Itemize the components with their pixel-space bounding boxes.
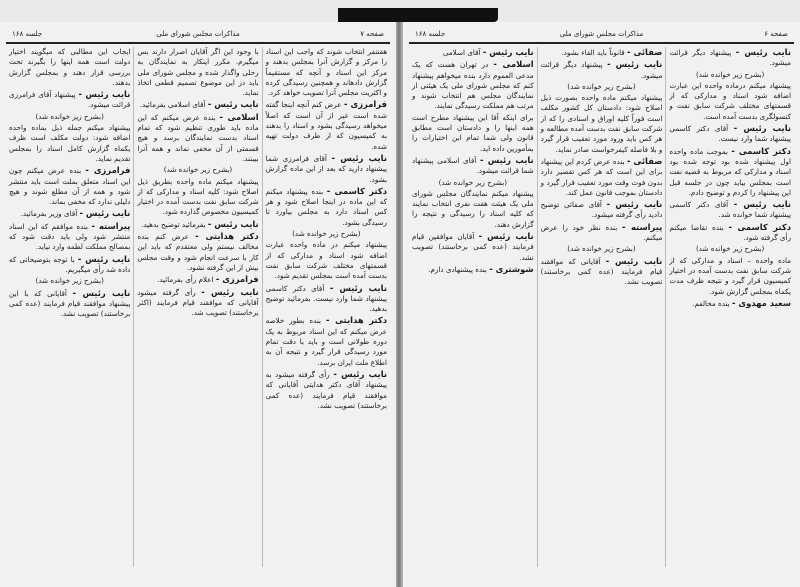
text-column xyxy=(409,47,538,567)
speaker-name: دکتر هدایتی - xyxy=(195,231,259,242)
paragraph xyxy=(669,47,791,69)
speech-text: بنده تقاضا میکنم رأی گرفته شود. xyxy=(669,222,791,243)
paragraph xyxy=(541,93,663,155)
speech-text: پیشنهاد دیگر قرائت میشود. xyxy=(540,60,663,80)
paragraph xyxy=(541,59,663,81)
scan-shadow xyxy=(338,8,498,22)
paragraph xyxy=(412,59,534,111)
speaker-name: نایب رئیس - xyxy=(331,152,387,163)
speech-text: آقای دکتر کاسمی پیشنهاد شما وارد نیست. بفرمائید توضیح بدهید. xyxy=(265,283,387,314)
speech-text: پیشنهاد میکنم ماده واحده بصورت ذیل اصلاح شود: دادستان کل کشور مکلف است فوراً کلیه اوراق و اسنادی را که از شرکت سابق نفت بدست آمده مطالعه و هر کس باید ورود مورد تعقیب قرار گیرد و بلا فاصله کیفرخواست صادر نماید. xyxy=(540,93,663,154)
speech-text: بنده مخالفم. xyxy=(692,298,730,308)
speaker-name: فرامرزی - xyxy=(85,165,131,176)
page-number: صفحه ۷ xyxy=(360,30,384,38)
session-number: جلسه ۱۶۸ xyxy=(415,30,446,38)
speech-text: آقای دکتر کاسمی پیشنهاد شما وارد نیست. xyxy=(669,124,791,144)
speaker-name: صفائی - xyxy=(626,155,663,166)
text-column xyxy=(263,47,390,567)
paragraph xyxy=(266,369,387,411)
speech-text: آقای اسلامی پیشنهاد شما قرائت میشود. xyxy=(411,155,534,176)
running-title: مذاکرات مجلس شورای ملی xyxy=(156,30,240,38)
session-number: جلسه ۱۶۸ xyxy=(12,30,43,38)
speaker-name: اسلامی - xyxy=(493,59,534,70)
speaker-name: نایب رئیس - xyxy=(735,47,791,57)
paragraph xyxy=(669,256,791,297)
speech-text: پیشنهاد میکنم نمایندگان مجلس شورای ملی یک هیئت هفت نفری انتخاب نمایند که کلیه اسناد را رسیدگی و نتیجه را گزارش دهند. xyxy=(411,188,534,229)
paragraph xyxy=(412,231,534,263)
speech-text: رأی گرفته میشود به پیشنهاد آقای دکتر هدایتی آقایانی که موافقند قیام فرمایند (عده کمی برخاستند) تصویب نشد. xyxy=(265,369,387,410)
paragraph xyxy=(137,47,258,98)
speech-text: بنده عرض میکنم چون این اسناد متعلق بملت است باید منتشر شود و همه از آن مطلع شوند و هیچ دلیلی ندارد که مخفی بماند. xyxy=(9,166,131,207)
speech-text: آقای دکتر کاسمی پیشنهاد شما خوانده شد. xyxy=(669,200,791,220)
paragraph xyxy=(669,146,791,198)
speaker-name: دکتر هدایتی - xyxy=(326,315,388,326)
paragraph xyxy=(541,199,663,221)
speech-text: آقای اسلامی بفرمائید. xyxy=(139,100,206,110)
speaker-name: نایب رئیس - xyxy=(207,99,259,110)
right-page xyxy=(403,22,800,587)
page-header xyxy=(411,28,792,42)
speech-text: آقایانی که با این پیشنهاد موافقند قیام فرمایند (عده کمی برخاستند) تصویب نشد. xyxy=(9,288,131,319)
paragraph xyxy=(137,231,258,273)
speaker-name: صفائی - xyxy=(627,47,663,57)
speaker-name: پیراسته - xyxy=(91,220,131,231)
paragraph xyxy=(137,219,258,230)
speech-text: برای اینکه آقا این پیشنهاد مطرح است همه اینها را و دادستان است مطابق قانون ولی شما تمام این اختیارات را بمأمورین داده اید. xyxy=(411,112,534,153)
speaker-name: نایب رئیس - xyxy=(207,218,259,229)
speaker-name: نایب رئیس - xyxy=(733,123,791,134)
speech-text: آقایانی که موافقند قیام فرمایند (عده کمی برخاستند) تصویب نشد. xyxy=(540,256,663,287)
speech-text: ایجاب این مطالبی که میگویند اختیار دولت است همه اینها را بگیرند تحت بررسی قرار دهند و بمجلس گزارش بدهند. xyxy=(9,47,131,87)
stage-direction: (بشرح زیر خوانده شد) xyxy=(567,244,636,254)
speaker-name: نایب رئیس - xyxy=(78,89,131,100)
paragraph xyxy=(9,165,130,207)
paragraph xyxy=(669,81,791,122)
paragraph xyxy=(541,47,663,58)
paragraph xyxy=(412,155,534,177)
paragraph xyxy=(137,99,258,110)
paragraph xyxy=(266,47,387,98)
page-header xyxy=(8,28,388,42)
speech-text: با وجود این اگر آقایان اصرار دارند بس میگیرم. مکرر اینکار به نمایندگان به رحلی واگذار شده و مجلس شورای ملی باید در این موضوع تصمیم قطعی اتخاذ نماید. xyxy=(137,47,259,98)
speech-text: هفتنفر انتخاب شوند که واجب این اسناد را مرکز و گزارش آنرا بمجلس بدهند و مرکز این اسناد و آنچه که مستقیماً گزارش دادهاند و همچنین رسیدگی کرده و اکثریت مجلس آنرا تصویب خواهد کرد. xyxy=(265,47,387,98)
stage-direction: (بشرح زیر خوانده شد) xyxy=(35,276,104,286)
paragraph xyxy=(9,89,130,111)
paragraph xyxy=(266,186,387,228)
running-title: مذاکرات مجلس شورای ملی xyxy=(559,30,644,38)
paragraph xyxy=(541,156,663,198)
speaker-name: دکتر کاسمی - xyxy=(728,221,791,232)
paragraph xyxy=(9,288,130,320)
paragraph xyxy=(266,283,387,315)
speaker-name: نایب رئیس - xyxy=(478,231,534,242)
page-number: صفحه ۶ xyxy=(764,30,788,38)
speech-text: پیشنهاد میکنم جمله ذیل بماده واحده اضافه شود: دولت مکلف است ظرف یکماه گزارش کامل اسناد را بمجلس تقدیم نماید. xyxy=(9,123,131,163)
paragraph xyxy=(412,189,534,230)
speech-text: بنده بطور خلاصه عرض میکنم که این اسناد مربوط به یک دوره طولانی است و باید با دقت تمام مورد رسیدگی قرار گیرد و نتیجه آن به اطلاع ملت ایران برسد. xyxy=(265,316,387,367)
speaker-name: شوشتری - xyxy=(489,263,534,274)
speech-text: بنده پیشنهاد میکنم که این ماده در اینجا اصلاح شود و هر کس اسناد دارد به مجلس بیاورد تا رسیدگی بشود. xyxy=(265,186,387,227)
columns xyxy=(6,47,390,567)
paragraph xyxy=(412,113,534,154)
paragraph xyxy=(9,47,130,88)
stage-direction: (بشرح زیر خوانده شد) xyxy=(163,165,233,175)
speaker-name: سعید مهدوی - xyxy=(732,297,791,308)
stage-direction: (بشرح زیر خوانده شد) xyxy=(695,69,765,79)
speech-text: آقای فرامرزی شما پیشنهاد دارید که بعد از این ماده گزارش بشود. xyxy=(265,153,387,184)
paragraph xyxy=(669,298,791,309)
speaker-name: فرامرزی - xyxy=(215,274,259,285)
paragraph xyxy=(541,222,663,244)
speech-text: ماده واحده – اسناد و مدارکی که از شرکت سابق نفت بدست آمده در اختیار کمیسیون قرار گیرد و نتیجه ظرف مدت یکماه بمجلس گزارش شود. xyxy=(669,255,791,296)
speech-text: عرض کنم بنده مخالف نیستم ولی معتقدم که باید این کار با سرعت انجام شود و وقت مجلس بیش از این گرفته نشود. xyxy=(137,232,259,272)
speaker-name: اسلامی - xyxy=(219,111,259,122)
text-column xyxy=(6,47,134,567)
speech-text: بنده پیشنهادی دارم. xyxy=(428,264,487,274)
paragraph xyxy=(9,208,130,219)
paragraph xyxy=(412,264,534,275)
header-rule xyxy=(6,42,390,44)
speaker-name: نایب رئیس - xyxy=(605,255,663,266)
columns xyxy=(409,47,794,567)
speech-text: بنده موافقم که این اسناد منتشر شود ولی باید دقت شود که بمصالح مملکت لطمه وارد نیاید. xyxy=(9,221,131,252)
speaker-name: پیراسته - xyxy=(622,221,663,232)
speaker-name: نایب رئیس - xyxy=(79,208,131,219)
speech-text: پیشنهاد میکنم درماده واحده این عبارت اضافه شود اسناد و مدارکی که از قسمتهای مختلف شرکت سابق نفت و کنسولگری بدست آمده است. xyxy=(669,80,791,121)
speech-text: بفرمائید توضیح بدهید. xyxy=(140,219,206,229)
paragraph xyxy=(266,240,387,281)
speaker-name: نایب رئیس - xyxy=(607,59,663,70)
speech-text: بنده نظر خود را عرض میکنم. xyxy=(540,222,663,243)
speech-text: پیشنهاد آقای فرامرزی قرائت میشود. xyxy=(9,90,131,110)
speaker-name: نایب رئیس - xyxy=(479,154,534,165)
speech-text: عرض کنم آنچه اینجا گفته شده است غیر از آن است که اصلاً میخواهد رسیدگی بشود و اسناد را بدهند به کمیسیون که از طرف دولت تهیه شده. xyxy=(265,100,387,151)
speaker-name: نایب رئیس - xyxy=(329,282,387,293)
paragraph xyxy=(669,199,791,221)
paragraph xyxy=(137,112,258,164)
text-column xyxy=(134,47,262,567)
speaker-name: فرامرزی - xyxy=(343,99,387,110)
speaker-name: نایب رئیس - xyxy=(733,199,791,210)
paragraph xyxy=(669,123,791,145)
speech-text: رأی گرفته میشود آقایانی که موافقند قیام فرمایند (اکثر برخاستند) تصویب شد. xyxy=(137,287,259,318)
stage-direction: (بشرح زیر خوانده شد) xyxy=(438,177,508,187)
speaker-name: نایب رئیس - xyxy=(333,368,387,379)
speech-text: قانوناً باید القاء بشود. xyxy=(561,48,625,57)
speech-text: بنده عرض کردم این پیشنهاد برای این است که هر کس تقصیر دارد بدون فوت وقت مورد تعقیب قرار گیرد و دادستان بموجب قانون عمل کند. xyxy=(540,156,663,197)
stage-direction: (بشرح زیر خوانده شد) xyxy=(567,81,636,91)
speech-text: آقای اسلامی xyxy=(442,48,481,57)
speaker-name: دکتر کاسمی - xyxy=(326,185,387,196)
speech-text: بنده عرض میکنم که این ماده باید طوری تنظیم شود که تمام اسناد بدست نمایندگان برسد و هیچ قسمتی از آن مخفی نماند و همه آنرا ببینند. xyxy=(137,112,259,163)
paragraph xyxy=(137,287,258,319)
speaker-name: نایب رئیس - xyxy=(77,253,131,264)
book-binding-gutter xyxy=(395,8,403,587)
stage-direction: (بشرح زیر خوانده شد) xyxy=(35,111,104,121)
header-rule xyxy=(409,42,794,44)
speech-text: آقای وزیر بفرمائید. xyxy=(20,209,78,219)
stage-direction: (بشرح زیر خوانده شد) xyxy=(695,244,765,254)
paragraph xyxy=(266,99,387,151)
speech-text: اعلام رأی بفرمائید. xyxy=(156,275,214,285)
speech-text: با توجه بتوضیحاتی که داده شد رأی میگیریم. xyxy=(9,254,131,274)
speech-text: آقای صفائی توضیح دادید رأی گرفته میشود. xyxy=(540,200,663,220)
paragraph xyxy=(137,177,258,218)
speech-text: پیشنهاد میکنم ماده واحده بطریق ذیل اصلاح شود: کلیه اسناد و مدارکی که از شرکت سابق نفت بدست آمده در اختیار کمیسیون مخصوص گذارده شود. xyxy=(137,176,259,217)
speech-text: پیشنهاد میکنم در ماده واحده عبارت اضافه شود اسناد و مدارکی که از قسمتهای مختلف شرکت سابق نفت بدست آمده است بمجلس تقدیم شود. xyxy=(265,240,387,281)
paragraph xyxy=(669,222,791,244)
left-page xyxy=(0,22,396,587)
paragraph xyxy=(9,221,130,253)
speaker-name: نایب رئیس - xyxy=(72,287,131,298)
speech-text: بموجب ماده واحده اول پیشنهاد شده بود توجه شده بود اسناد و مدارکی که مربوط به قضیه نفت است بمجلس بیاید چون در جلسه قبل این پیشنهاد را کردم و توضیح دادم. xyxy=(669,146,791,197)
speaker-name: نایب رئیس - xyxy=(201,286,259,297)
stage-direction: (بشرح زیر خوانده شد) xyxy=(292,229,361,239)
paragraph xyxy=(266,315,387,367)
paragraph xyxy=(137,274,258,285)
paragraph xyxy=(541,256,663,288)
speech-text: پیشنهاد دیگر قرائت میشود. xyxy=(669,48,791,68)
speech-text: در تهران هست که یک مدعی العموم دارد بنده میخواهم پیشنهاد کنم که مجلس شورای ملی یک هیئتی از نمایندگان مجلس هم انتخاب شوند و مرتب هم مملکت رسیدگی نمایند. xyxy=(411,60,534,111)
paragraph xyxy=(9,254,130,276)
paragraph xyxy=(412,47,534,58)
text-column xyxy=(666,47,794,567)
speaker-name: دکتر کاسمی - xyxy=(731,145,791,156)
text-column xyxy=(538,47,667,567)
paragraph xyxy=(9,123,130,164)
speech-text: آقایان موافقین قیام فرمایند (عده کمی برخاستند) تصویب نشد. xyxy=(411,232,534,262)
speaker-name: نایب رئیس - xyxy=(482,47,534,57)
speaker-name: نایب رئیس - xyxy=(606,199,663,210)
paragraph xyxy=(266,153,387,185)
